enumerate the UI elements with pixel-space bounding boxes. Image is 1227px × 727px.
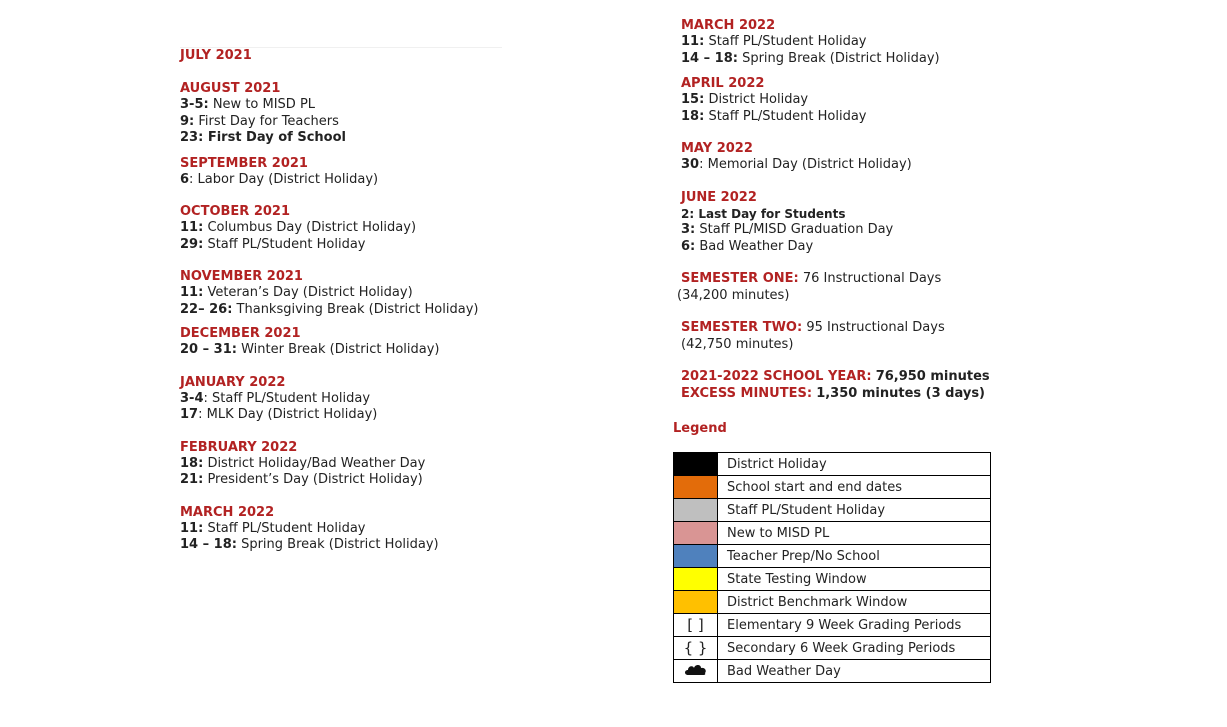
legend-swatch <box>674 614 718 637</box>
legend-label: School start and end dates <box>718 476 991 499</box>
month-heading-september: SEPTEMBER 2021 <box>180 155 308 171</box>
event-line: 11: Veteran’s Day (District Holiday) <box>180 285 413 300</box>
event-line: 6: Bad Weather Day <box>681 238 814 254</box>
legend-row <box>674 568 991 591</box>
legend-label: District Benchmark Window <box>718 591 991 614</box>
event-line: 11: Columbus Day (District Holiday) <box>180 220 417 235</box>
legend-row <box>674 637 991 660</box>
legend-row <box>674 660 991 683</box>
event-line: 18: Staff PL/Student Holiday <box>681 108 867 124</box>
legend-swatch <box>674 568 718 591</box>
school-year-total: 2021-2022 SCHOOL YEAR: 76,950 minutes <box>681 369 990 384</box>
month-heading-june: JUNE 2022 <box>681 189 757 205</box>
legend-row <box>674 476 991 499</box>
legend-swatch <box>674 545 718 568</box>
legend-swatch <box>674 591 718 614</box>
month-heading-july: JULY 2021 <box>180 48 252 63</box>
excess-minutes: EXCESS MINUTES: 1,350 minutes (3 days) <box>681 385 985 401</box>
event-line: 11: Staff PL/Student Holiday <box>180 520 366 536</box>
month-heading-october: OCTOBER 2021 <box>180 204 291 219</box>
legend-swatch <box>674 453 718 476</box>
event-line: 11: Staff PL/Student Holiday <box>681 34 867 49</box>
right-calendar-column <box>677 18 1161 402</box>
legend-symbol: { } <box>683 639 708 657</box>
left-calendar-column <box>180 48 620 554</box>
legend-label: District Holiday <box>718 453 991 476</box>
legend-table <box>673 452 991 683</box>
event-line: 6: Labor Day (District Holiday) <box>180 171 379 187</box>
semester-one-minutes: (34,200 minutes) <box>677 287 790 303</box>
semester-two-summary: SEMESTER TWO: 95 Instructional Days <box>681 320 945 335</box>
legend-title: Legend <box>673 421 727 436</box>
legend-row <box>674 499 991 522</box>
legend-label: Staff PL/Student Holiday <box>718 499 991 522</box>
legend-swatch <box>674 660 718 683</box>
event-line: 15: District Holiday <box>681 92 809 107</box>
month-heading-december: DECEMBER 2021 <box>180 326 301 341</box>
legend-swatch <box>674 499 718 522</box>
event-line: 29: Staff PL/Student Holiday <box>180 236 366 252</box>
legend-label: Secondary 6 Week Grading Periods <box>718 637 991 660</box>
event-line: 17: MLK Day (District Holiday) <box>180 407 378 422</box>
month-heading-april: APRIL 2022 <box>681 76 765 91</box>
legend-swatch <box>674 522 718 545</box>
event-line: 3-4: Staff PL/Student Holiday <box>180 390 371 406</box>
event-line: 9: First Day for Teachers <box>180 113 339 129</box>
event-line: 14 – 18: Spring Break (District Holiday) <box>180 537 439 552</box>
month-heading-november: NOVEMBER 2021 <box>180 269 303 284</box>
event-line-last-day-students: 2: Last Day for Students <box>681 206 846 221</box>
legend-label: State Testing Window <box>718 568 991 591</box>
legend-swatch <box>674 476 718 499</box>
month-heading-january: JANUARY 2022 <box>180 374 286 390</box>
cloud-icon <box>684 662 708 676</box>
event-line: 3: Staff PL/MISD Graduation Day <box>681 222 894 237</box>
event-line-first-day-school: 23: First Day of School <box>180 130 346 145</box>
event-line: 3-5: New to MISD PL <box>180 97 316 112</box>
event-line: 30: Memorial Day (District Holiday) <box>681 157 912 172</box>
legend-row <box>674 522 991 545</box>
legend-symbol: [ ] <box>687 616 704 634</box>
month-heading-february: FEBRUARY 2022 <box>180 439 298 455</box>
legend-swatch <box>674 637 718 660</box>
legend-label: Teacher Prep/No School <box>718 545 991 568</box>
month-heading-march: MARCH 2022 <box>180 504 275 520</box>
event-line: 21: President’s Day (District Holiday) <box>180 472 423 487</box>
legend-row <box>674 614 991 637</box>
legend-row <box>674 591 991 614</box>
event-line: 14 – 18: Spring Break (District Holiday) <box>681 50 940 66</box>
event-line: 22– 26: Thanksgiving Break (District Holiday) <box>180 301 479 317</box>
legend-label: Elementary 9 Week Grading Periods <box>718 614 991 637</box>
month-heading-may: MAY 2022 <box>681 141 753 156</box>
legend-row <box>674 453 991 476</box>
month-heading-march: MARCH 2022 <box>681 18 776 33</box>
semester-one-summary: SEMESTER ONE: 76 Instructional Days <box>681 271 942 286</box>
legend-row <box>674 545 991 568</box>
legend-label: New to MISD PL <box>718 522 991 545</box>
event-line: 18: District Holiday/Bad Weather Day <box>180 455 426 471</box>
legend-label: Bad Weather Day <box>718 660 991 683</box>
month-heading-august: AUGUST 2021 <box>180 81 281 96</box>
semester-two-minutes: (42,750 minutes) <box>681 336 794 352</box>
event-line: 20 – 31: Winter Break (District Holiday) <box>180 342 440 357</box>
